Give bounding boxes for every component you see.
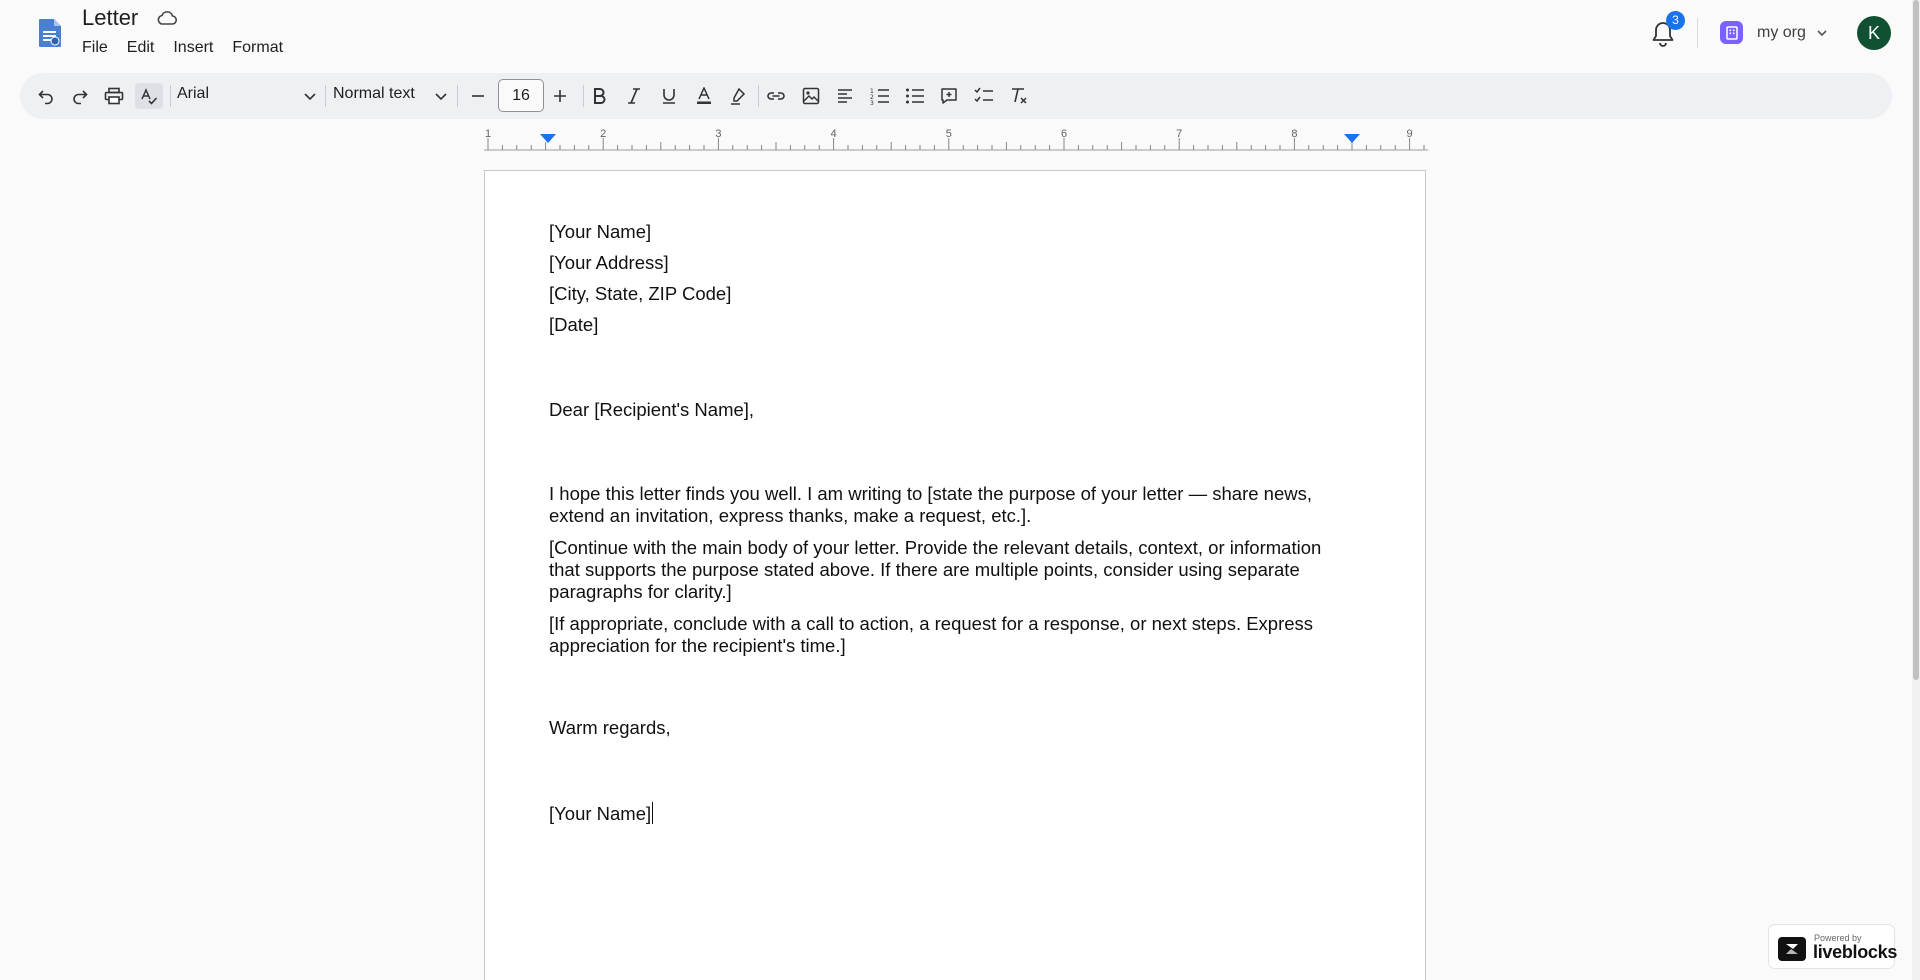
sender-address-line[interactable]: [Your Address] <box>549 252 669 273</box>
toolbar-divider <box>583 85 584 107</box>
chevron-down-icon <box>1816 27 1828 39</box>
powered-by-label: Powered by <box>1814 933 1862 943</box>
formatting-toolbar <box>20 73 1892 119</box>
signature-text: [Your Name] <box>549 803 652 824</box>
paragraph-style-value: Normal text <box>333 85 415 102</box>
ruler-label: 3 <box>715 128 722 140</box>
font-family-value: Arial <box>177 85 210 102</box>
ruler-label: 1 <box>484 128 492 140</box>
scrollbar-thumb[interactable] <box>1913 0 1919 680</box>
menu-format[interactable]: Format <box>232 39 284 56</box>
numbered-list-icon[interactable] <box>866 83 894 109</box>
decrease-font-size-button[interactable] <box>464 83 492 109</box>
ruler-label: 7 <box>1176 128 1183 140</box>
clear-format-icon[interactable] <box>1005 83 1033 109</box>
toolbar-divider <box>457 85 458 107</box>
bold-icon[interactable] <box>585 83 613 109</box>
ruler-label: 4 <box>830 128 837 140</box>
toolbar-divider <box>170 85 171 107</box>
body-paragraph-3[interactable]: [If appropriate, conclude with a call to action, a request for a response, or next steps. Express appreciation for the recipient's time.] <box>549 613 1314 656</box>
font-family-select[interactable] <box>177 85 317 107</box>
closing-line[interactable]: Warm regards, <box>549 717 671 738</box>
top-bar <box>0 0 1920 70</box>
sender-city-line[interactable]: [City, State, ZIP Code] <box>549 283 732 304</box>
svg-text:2: 2 <box>870 94 874 101</box>
menu-bar <box>82 39 302 57</box>
liveblocks-logo-icon <box>1778 937 1806 961</box>
right-indent-marker[interactable] <box>1344 134 1360 143</box>
sender-name-line[interactable]: [Your Name] <box>549 221 652 242</box>
toolbar-divider <box>325 85 326 107</box>
text-color-icon[interactable] <box>690 83 718 109</box>
minus-icon <box>470 88 486 104</box>
left-indent-marker[interactable] <box>540 134 556 143</box>
ruler-label: 6 <box>1060 128 1068 140</box>
align-left-icon[interactable] <box>831 83 859 109</box>
date-line[interactable]: [Date] <box>549 314 599 335</box>
underline-icon[interactable] <box>655 83 683 109</box>
user-avatar[interactable]: K <box>1857 16 1891 50</box>
org-name: my org <box>1757 23 1806 41</box>
notification-count-badge: 3 <box>1666 11 1685 30</box>
bulleted-list-icon[interactable] <box>901 83 929 109</box>
font-size-input[interactable]: 16 <box>498 79 544 112</box>
body-paragraph-2[interactable]: [Continue with the main body of your letter. Provide the relevant details, context, or information that supports the purpose stated above. If there are multiple points, consider using separate paragraphs for clarity.] <box>549 537 1322 602</box>
toolbar-divider <box>758 85 759 107</box>
powered-by-liveblocks[interactable] <box>1768 924 1898 969</box>
image-icon[interactable] <box>797 83 825 109</box>
ruler-label: 8 <box>1291 128 1298 140</box>
ruler-label: 9 <box>1406 128 1413 140</box>
liveblocks-brand: liveblocks <box>1813 942 1898 962</box>
ruler-label: 5 <box>945 128 952 140</box>
docs-logo-icon <box>38 18 62 48</box>
comment-icon[interactable] <box>935 83 963 109</box>
text-cursor <box>652 802 653 824</box>
document-page[interactable] <box>484 170 1426 980</box>
menu-file[interactable]: File <box>82 39 108 56</box>
svg-text:3: 3 <box>870 100 874 105</box>
checklist-icon[interactable] <box>970 83 998 109</box>
spellcheck-icon[interactable] <box>135 83 163 109</box>
italic-icon[interactable] <box>620 83 648 109</box>
cloud-saved-icon <box>156 10 178 26</box>
chevron-down-icon <box>303 89 317 103</box>
paragraph-style-select[interactable] <box>333 85 448 107</box>
redo-icon[interactable] <box>66 83 94 109</box>
org-building-icon <box>1720 21 1743 44</box>
body-paragraph-1[interactable]: I hope this letter finds you well. I am writing to [state the purpose of your letter — share news, extend an invitation, express thanks, make a request, etc.]. <box>549 483 1312 526</box>
org-switcher[interactable] <box>1720 21 1828 44</box>
ruler-label: 2 <box>600 128 607 140</box>
menu-insert[interactable]: Insert <box>173 39 214 56</box>
plus-icon <box>552 88 568 104</box>
svg-text:1: 1 <box>870 88 874 95</box>
horizontal-ruler <box>484 128 1428 152</box>
document-title[interactable]: Letter <box>82 5 139 30</box>
salutation-line[interactable]: Dear [Recipient's Name], <box>549 399 755 420</box>
signature-line[interactable] <box>549 802 653 825</box>
menu-edit[interactable]: Edit <box>126 39 155 56</box>
undo-icon[interactable] <box>32 83 60 109</box>
increase-font-size-button[interactable] <box>546 83 574 109</box>
link-icon[interactable] <box>762 83 790 109</box>
chevron-down-icon <box>434 89 448 103</box>
print-icon[interactable] <box>100 83 128 109</box>
header-divider <box>1697 18 1698 48</box>
highlight-icon[interactable] <box>724 83 752 109</box>
